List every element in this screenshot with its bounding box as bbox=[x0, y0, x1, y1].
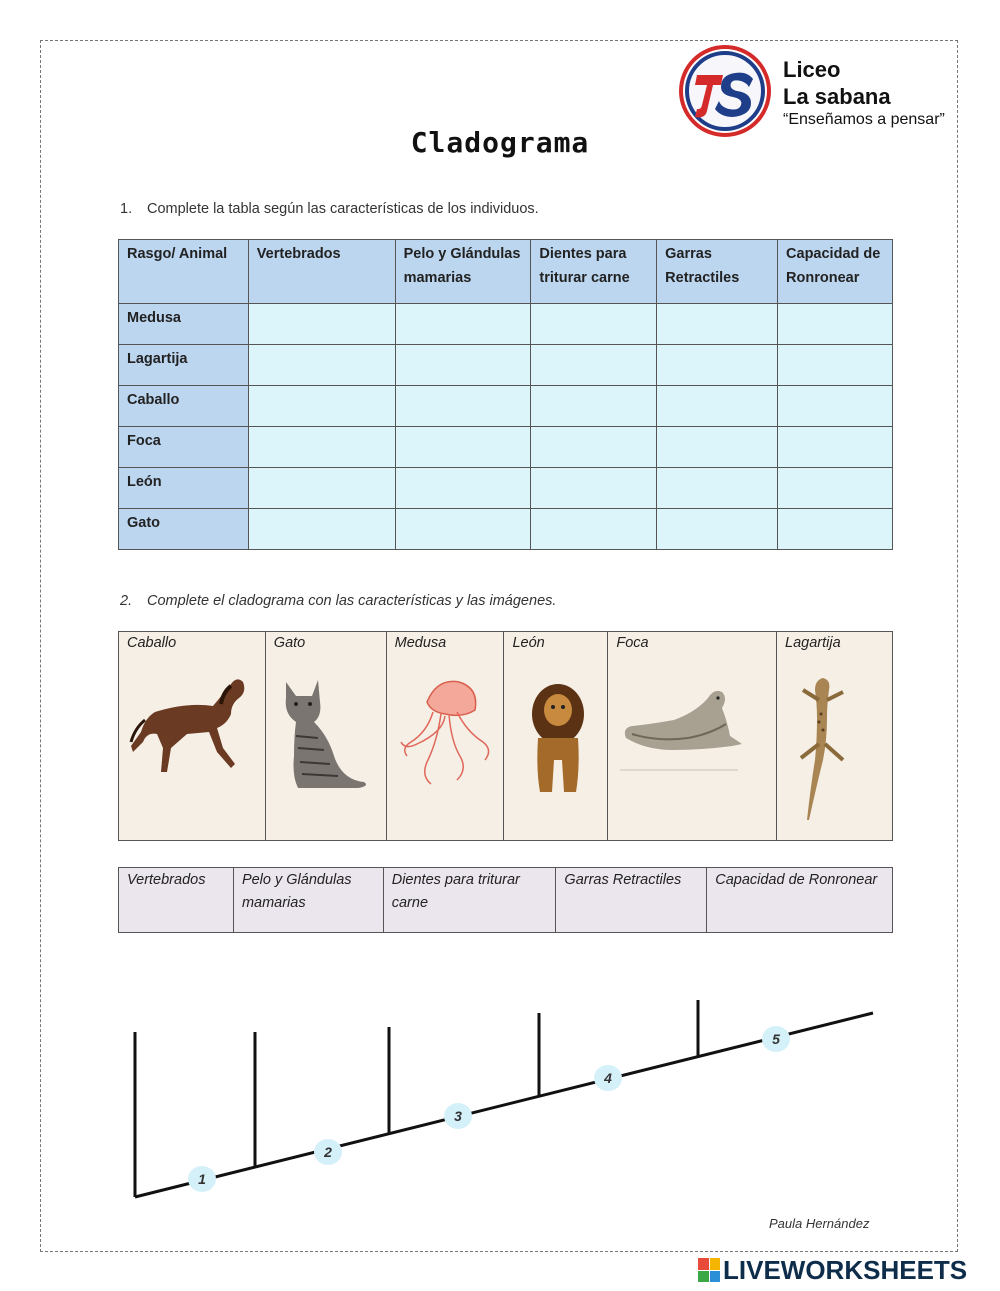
characteristic-card[interactable]: Dientes para triturar carne bbox=[383, 868, 556, 933]
cladogram-node-4[interactable]: 4 bbox=[594, 1065, 622, 1091]
characteristic-card[interactable]: Capacidad de Ronronear bbox=[707, 868, 893, 933]
header-pelo: Pelo y Glándulas mamarias bbox=[395, 240, 531, 304]
animal-label: Lagartija bbox=[785, 635, 841, 651]
school-name-line2: La sabana bbox=[783, 84, 891, 109]
school-name-line1: Liceo bbox=[783, 57, 841, 82]
header-vertebrados: Vertebrados bbox=[248, 240, 395, 304]
header-dientes: Dientes para triturar carne bbox=[531, 240, 657, 304]
row-label: Lagartija bbox=[119, 345, 249, 386]
cladogram-node-5[interactable]: 5 bbox=[762, 1026, 790, 1052]
instruction-2-number: 2. bbox=[120, 593, 133, 609]
header-ronronear: Capacidad de Ronronear bbox=[778, 240, 893, 304]
row-label: León bbox=[119, 468, 249, 509]
cladogram-node-1[interactable]: 1 bbox=[188, 1166, 216, 1192]
page-title: Cladograma bbox=[410, 126, 590, 159]
liveworksheets-wordmark: LIVEWORKSHEETS bbox=[723, 1254, 968, 1285]
animal-label: Gato bbox=[273, 635, 306, 651]
liveworksheets-brand bbox=[698, 1256, 967, 1284]
header-garras: Garras Retractiles bbox=[657, 240, 778, 304]
animal-label: Medusa bbox=[394, 635, 447, 651]
row-label: Foca bbox=[119, 427, 249, 468]
animal-label: Foca bbox=[616, 635, 649, 651]
row-label: Medusa bbox=[119, 304, 249, 345]
characteristic-card[interactable]: Pelo y Glándulas mamarias bbox=[233, 868, 383, 933]
instruction-1-text: Complete la tabla según las características de los individuos. bbox=[147, 201, 539, 217]
row-label: Gato bbox=[119, 509, 249, 550]
animal-label: Caballo bbox=[127, 635, 177, 651]
header-trait-animal: Rasgo/ Animal bbox=[119, 240, 249, 304]
row-label: Caballo bbox=[119, 386, 249, 427]
cladogram-node-2[interactable]: 2 bbox=[314, 1139, 342, 1165]
author-name: Paula Hernández bbox=[769, 1216, 870, 1231]
school-motto: “Enseñamos a pensar” bbox=[783, 111, 945, 128]
characteristic-card[interactable]: Garras Retractiles bbox=[556, 868, 707, 933]
animal-label: León bbox=[512, 635, 545, 651]
instruction-2-text: Complete el cladograma con las características y las imágenes. bbox=[147, 593, 557, 609]
characteristic-card[interactable]: Vertebrados bbox=[119, 868, 234, 933]
instruction-1-number: 1. bbox=[120, 201, 133, 217]
liveworksheets-logo-icon bbox=[698, 1258, 720, 1282]
cladogram-node-3[interactable]: 3 bbox=[444, 1103, 472, 1129]
